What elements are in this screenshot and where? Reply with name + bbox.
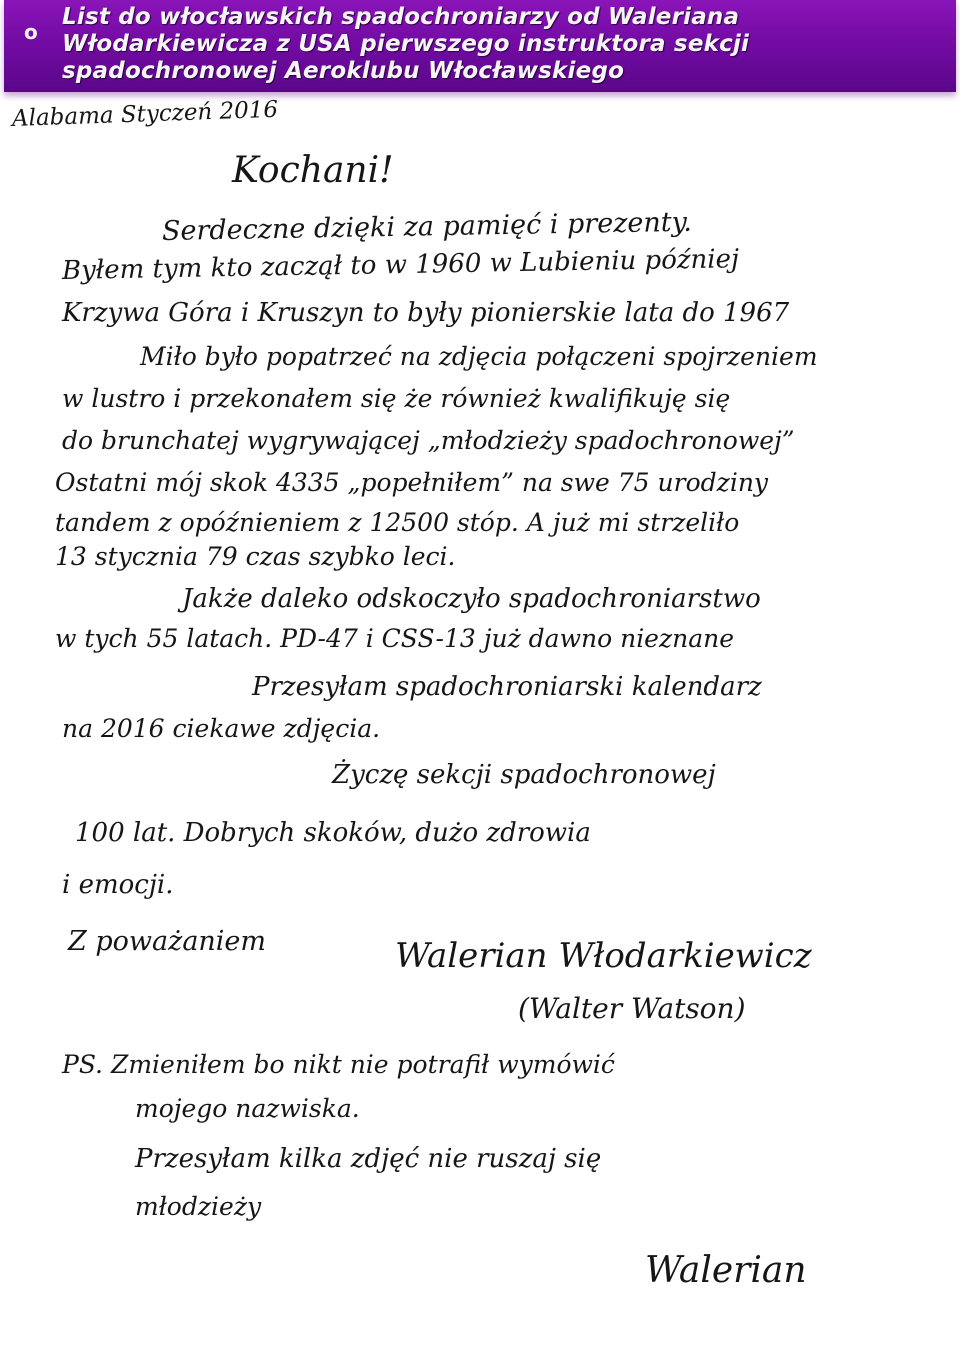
postscript-line: PS. Zmieniłem bo nikt nie potrafił wymówić bbox=[62, 1050, 615, 1079]
bullet-icon: o bbox=[24, 20, 38, 44]
letter-line: do brunchatej wygrywającej „młodzieży spadochronowej” bbox=[62, 426, 795, 455]
final-signature: Walerian bbox=[645, 1250, 807, 1291]
letter-line: w tych 55 latach. PD-47 i CSS-13 już dawno nieznane bbox=[55, 624, 735, 653]
letter-line: i emocji. bbox=[62, 870, 174, 900]
letter-line: Miło było popatrzeć na zdjęcia połączeni spojrzeniem bbox=[140, 342, 818, 371]
salutation: Kochani! bbox=[232, 150, 394, 191]
signature: Walerian Włodarkiewicz bbox=[395, 936, 812, 976]
title-line-2: Włodarkiewicza z USA pierwszego instruktora sekcji bbox=[62, 31, 750, 57]
letter-line: Byłem tym kto zaczął to w 1960 w Lubieniu później bbox=[61, 244, 740, 286]
postscript-line: Przesyłam kilka zdjęć nie ruszaj się bbox=[135, 1144, 602, 1174]
title-banner bbox=[4, 0, 956, 92]
letter-line: Serdeczne dzięki za pamięć i prezenty. bbox=[161, 206, 693, 247]
place-date: Alabama Styczeń 2016 bbox=[11, 96, 279, 132]
letter-line: Jakże daleko odskoczyło spadochroniarstwo bbox=[182, 584, 761, 614]
letter-line: Ostatni mój skok 4335 „popełniłem” na swe 75 urodziny bbox=[55, 468, 769, 497]
letter-line: 13 stycznia 79 czas szybko leci. bbox=[55, 542, 456, 571]
postscript-line: młodzieży bbox=[135, 1192, 262, 1221]
letter-line: Krzywa Góra i Kruszyn to były pionierskie lata do 1967 bbox=[62, 298, 790, 328]
letter-line: Przesyłam spadochroniarski kalendarz bbox=[252, 672, 762, 702]
title-line-1: List do włocławskich spadochroniarzy od Waleriana bbox=[62, 4, 740, 30]
letter-line: tandem z opóźnieniem z 12500 stóp. A już mi strzeliło bbox=[55, 508, 740, 537]
alias: (Walter Watson) bbox=[518, 992, 746, 1025]
postscript-line: mojego nazwiska. bbox=[135, 1094, 360, 1123]
letter-line: Życzę sekcji spadochronowej bbox=[332, 760, 716, 790]
title-line-3: spadochronowej Aeroklubu Włocławskiego bbox=[62, 58, 625, 84]
closing: Z poważaniem bbox=[68, 926, 267, 957]
letter-line: na 2016 ciekawe zdjęcia. bbox=[62, 714, 381, 743]
letter-line: 100 lat. Dobrych skoków, dużo zdrowia bbox=[75, 818, 591, 848]
letter-line: w lustro i przekonałem się że również kwalifikuję się bbox=[62, 384, 731, 413]
